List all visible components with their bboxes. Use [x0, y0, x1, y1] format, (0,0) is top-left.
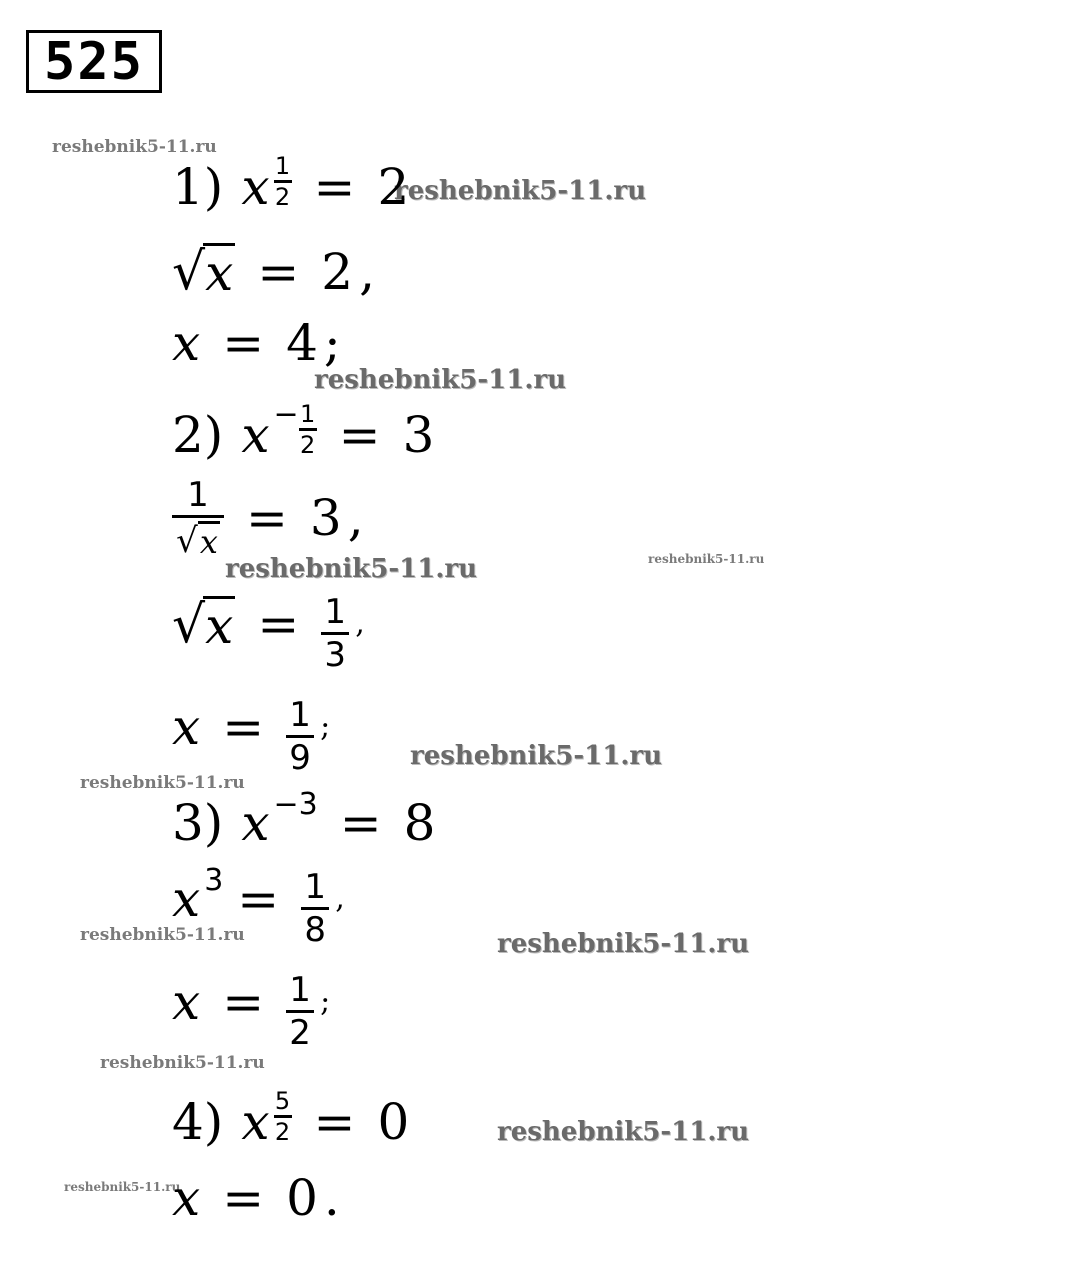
- equation-line: [172, 242, 375, 302]
- equation-line: [172, 787, 436, 852]
- numerator: 1: [289, 695, 311, 735]
- denominator: 2: [274, 183, 291, 211]
- fraction: [286, 695, 314, 778]
- square-root: [176, 521, 220, 561]
- square-root: [172, 242, 235, 302]
- variable: x: [172, 869, 201, 928]
- radicand: x: [205, 597, 234, 655]
- numerator: 1: [324, 592, 347, 632]
- punctuation: ;: [323, 314, 341, 372]
- equals-sign: =: [237, 869, 280, 928]
- part-label: 4): [172, 1093, 224, 1151]
- equals-sign: =: [313, 1093, 356, 1151]
- watermark: reshebnik5-11.ru: [80, 773, 245, 793]
- fraction: [321, 592, 349, 675]
- radical-sign: √: [172, 242, 206, 302]
- fraction: [301, 867, 329, 950]
- rhs: 0: [286, 1169, 318, 1227]
- equals-sign: =: [339, 794, 382, 852]
- exponent-fraction: [274, 154, 292, 209]
- punctuation: ;: [320, 983, 331, 1019]
- part-label: 1): [172, 158, 224, 216]
- problem-number: 525: [26, 30, 162, 93]
- punctuation: ,: [335, 880, 345, 916]
- equation-line: [172, 585, 365, 675]
- exponent: 3: [204, 862, 224, 898]
- equation-line: [172, 688, 331, 778]
- square-root: [172, 595, 235, 655]
- radical-sign: √: [172, 595, 206, 655]
- variable: x: [172, 697, 201, 756]
- rhs: 3: [309, 489, 342, 547]
- equals-sign: =: [222, 697, 265, 756]
- denominator: 9: [289, 738, 311, 778]
- variable: x: [241, 158, 270, 216]
- exponent-fraction: [299, 402, 317, 457]
- equation-line: [172, 1169, 340, 1227]
- rhs: 2: [321, 243, 354, 301]
- watermark: reshebnik5-11.ru: [394, 176, 647, 206]
- variable: x: [241, 406, 270, 464]
- equals-sign: =: [222, 314, 265, 372]
- equation-line: [172, 860, 345, 950]
- watermark: reshebnik5-11.ru: [410, 741, 663, 771]
- rhs: 4: [286, 314, 318, 372]
- equation-line: [172, 397, 435, 487]
- part-label: 3): [172, 794, 224, 852]
- exponent-fraction: [274, 1089, 292, 1144]
- equation-line: [172, 314, 341, 372]
- punctuation: ,: [347, 489, 364, 547]
- exponent: −3: [273, 787, 318, 822]
- part-label: 2): [172, 406, 224, 464]
- denominator: 2: [289, 1013, 311, 1053]
- watermark: reshebnik5-11.ru: [100, 1053, 265, 1073]
- rhs: 2: [377, 158, 410, 216]
- radicand: x: [205, 244, 234, 302]
- numerator: 1: [304, 867, 327, 907]
- punctuation: ,: [355, 605, 365, 641]
- equation-line: [172, 152, 410, 239]
- equals-sign: =: [313, 158, 356, 216]
- equation-line: [172, 1087, 410, 1174]
- denominator: 8: [304, 910, 327, 950]
- fraction: [172, 475, 224, 561]
- equals-sign: =: [257, 594, 300, 653]
- denominator: 2: [274, 1118, 291, 1146]
- equals-sign: =: [222, 1169, 265, 1227]
- variable: x: [241, 1093, 270, 1151]
- punctuation: ,: [359, 243, 375, 301]
- radical-sign: √: [176, 521, 198, 561]
- denominator: 2: [300, 431, 316, 459]
- variable: x: [172, 1169, 201, 1227]
- equals-sign: =: [257, 243, 300, 301]
- variable: x: [241, 794, 270, 852]
- numerator: 1: [274, 152, 291, 180]
- variable: x: [172, 972, 201, 1031]
- numerator: 5: [274, 1087, 291, 1115]
- equals-sign: =: [246, 489, 288, 547]
- equals-sign: =: [338, 406, 381, 464]
- watermark: reshebnik5-11.ru: [314, 365, 567, 395]
- watermark: reshebnik5-11.ru: [80, 925, 245, 945]
- variable: x: [172, 314, 201, 372]
- watermark: reshebnik5-11.ru: [52, 137, 217, 157]
- numerator: 1: [187, 475, 209, 515]
- equals-sign: =: [222, 972, 265, 1031]
- punctuation: .: [323, 1169, 340, 1227]
- radicand: x: [199, 523, 218, 561]
- numerator: 1: [289, 970, 311, 1010]
- numerator: 1: [300, 400, 316, 428]
- equation-line: [172, 475, 364, 561]
- denominator: 3: [324, 635, 347, 675]
- fraction: [286, 970, 314, 1053]
- watermark: reshebnik5-11.ru: [64, 1180, 181, 1194]
- rhs: 3: [402, 406, 435, 464]
- equation-line: [172, 963, 331, 1053]
- punctuation: ;: [320, 708, 331, 744]
- rhs: 8: [403, 794, 436, 852]
- watermark: reshebnik5-11.ru: [497, 1117, 750, 1147]
- rhs: 0: [377, 1093, 410, 1151]
- watermark: reshebnik5-11.ru: [225, 554, 478, 584]
- watermark: reshebnik5-11.ru: [497, 929, 750, 959]
- exponent-minus: −: [273, 397, 299, 432]
- watermark: reshebnik5-11.ru: [648, 552, 765, 566]
